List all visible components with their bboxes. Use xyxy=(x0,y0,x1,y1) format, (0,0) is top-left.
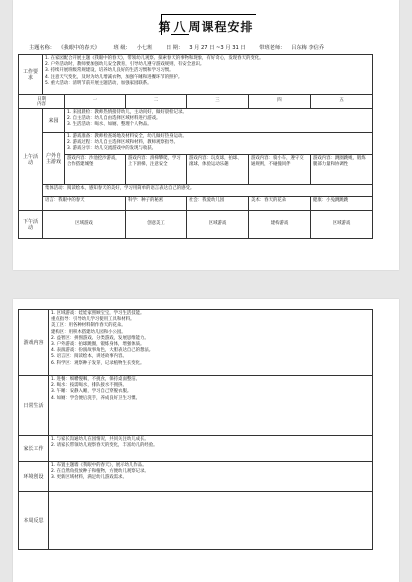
life-line: 1. 进餐：细嚼慢咽，不挑食，保持桌面整洁。 xyxy=(51,377,141,382)
goal-line: 4. 注意天气变化，及时为幼儿增减衣物，加强午睡和进餐环节的照护。 xyxy=(45,74,183,80)
activity-cell: 语言：我眼中的春天 xyxy=(43,197,126,211)
theme-label: 主题名称： xyxy=(29,45,55,51)
activity-cell: 健康：小兔跳跳跳 xyxy=(311,197,373,211)
pm-cell: 建构游戏 xyxy=(249,211,311,239)
day-header: 一 xyxy=(65,95,126,109)
morning-cell xyxy=(65,109,373,133)
title-suffix: 周课程安排 xyxy=(188,20,254,34)
goal-line: 1. 在家园配合开展主题《我眼中的春天》，带领幼儿观察、探索春天的事物和现象，有好奇心，发现春天的变化。 xyxy=(45,56,264,61)
teacher-value: 吕东梅 李信乔 xyxy=(291,45,325,51)
play-line: 建构区：用积木搭建幼儿园和小公园。 xyxy=(51,329,126,335)
outdoor-intro-cell xyxy=(65,133,373,155)
play-line: 1. 区域游戏：娃娃家照顾宝宝，学习生活技能。 xyxy=(51,311,145,316)
family-line: 1. 与家长沟通幼儿在园情况，共同关注幼儿成长。 xyxy=(51,437,149,442)
outdoor-day-cell: 游戏内容：玩皮球，拍球、滚球，体验运动乐趣 xyxy=(187,155,249,185)
day-header: 五 xyxy=(311,95,373,109)
outdoor-label: 户外自主游戏 xyxy=(43,133,65,185)
activity-cell: 美术：春天的花朵 xyxy=(249,197,311,211)
class-value: 小七班 xyxy=(136,45,153,51)
outdoor-line: 1. 游戏准备：教师检查场地及材料安全，幼儿做好热身运动。 xyxy=(67,134,187,139)
play-line: 5. 语言区：阅读绘本，讲述故事内容。 xyxy=(51,354,127,360)
outdoor-line: 3. 游戏分享：幼儿交流游戏中的发现与收获。 xyxy=(67,146,157,152)
pm-cell: 区域游戏 xyxy=(43,211,126,239)
life-line: 2. 喝水：按需喝水，排队接水不拥挤。 xyxy=(51,383,127,389)
pm-label: 下午活动 xyxy=(19,211,43,239)
play-line: 重点指导：引导幼儿学习使用工具和材料。 xyxy=(51,317,135,323)
play-line: 6. 科学区：观察种子发芽，记录植物生长变化。 xyxy=(51,360,145,366)
morning-line: 3. 生活活动：喝水、如厕、整理个人物品。 xyxy=(67,122,152,128)
play-cell xyxy=(49,310,373,376)
play-label: 游戏内容 xyxy=(19,310,49,376)
life-line: 4. 如厕：学会便后洗手，养成良好卫生习惯。 xyxy=(51,395,141,401)
page-title xyxy=(13,18,399,35)
outdoor-line: 2. 游戏过程：幼儿自主选择区域和材料，教师观察指导。 xyxy=(67,140,178,146)
goal-line: 3. 持续开展班级常规建设，培养幼儿良好的生活习惯和学习习惯。 xyxy=(45,68,174,74)
play-line: 美工区：用各种材料制作春天的花朵。 xyxy=(51,323,126,329)
family-label: 家长工作 xyxy=(19,436,49,462)
pm-cell: 区域游戏 xyxy=(311,211,373,239)
morning-line: 2. 自主活动：幼儿自由选择区域材料进行游戏。 xyxy=(67,116,161,122)
env-cell xyxy=(49,462,373,492)
week-number: 八 xyxy=(173,20,187,34)
theme-value: 《我眼中的春天》 xyxy=(60,45,100,51)
family-cell xyxy=(49,436,373,462)
reflection-label: 本周反思 xyxy=(19,492,49,550)
schedule-table-page1 xyxy=(18,54,373,239)
pm-cell: 区域游戏 xyxy=(187,211,249,239)
reflection-cell[interactable] xyxy=(49,492,373,550)
env-label: 环境创设 xyxy=(19,462,49,492)
title-prefix: 第 xyxy=(158,20,172,34)
activity-cell: 科学：种子的秘密 xyxy=(126,197,187,211)
morning-line: 1. 来园晨检：教师热情接待幼儿，主动问好，做好晨检记录。 xyxy=(67,110,187,115)
schedule-table-page2 xyxy=(18,309,373,550)
teacher-label: 带班老师： xyxy=(259,45,286,51)
family-line: 2. 请家长带领幼儿观察春天的变化，丰富幼儿的经验。 xyxy=(51,443,158,449)
day-header: 三 xyxy=(187,95,249,109)
schedule-meta xyxy=(29,44,399,51)
pm-cell: 创意美工 xyxy=(126,211,187,239)
day-header: 二 xyxy=(126,95,187,109)
env-line: 2. 在自然角投放种子和植物，方便幼儿观察记录。 xyxy=(51,469,149,475)
life-cell xyxy=(49,376,373,436)
play-line: 2. 益智区：拼图游戏、分类游戏，发展思维能力。 xyxy=(51,335,149,341)
day-header: 四 xyxy=(249,95,311,109)
outdoor-day-cell: 游戏内容：沙池挖沙游戏，合作搭建城堡 xyxy=(65,155,126,185)
outdoor-day-cell: 游戏内容：滑梯攀爬，学习上下滑梯，注意安全 xyxy=(126,155,187,185)
date-label: 日 期： xyxy=(165,45,184,51)
life-label: 日常生活 xyxy=(19,376,49,436)
date-value: 3 月 27 日 ~3 月 31 日 xyxy=(189,45,246,51)
env-line: 1. 布置主题墙《我眼中的春天》，展示幼儿作品。 xyxy=(51,463,147,468)
goal-line: 5. 重大活动：清明节前开展主题活动，加强家园联系。 xyxy=(45,80,152,86)
class-label: 班 级： xyxy=(113,45,131,51)
outdoor-day-cell: 游戏内容：跳圈跳绳，锻炼腿部力量和协调性 xyxy=(311,155,373,185)
play-line: 3. 户外游戏：拍球跳圈，锻炼身体，增强体质。 xyxy=(51,342,145,348)
life-line: 3. 午睡：安静入睡，学习自己穿脱衣服。 xyxy=(51,389,132,395)
goal-line: 2. 户外活动时，教师要加强幼儿安全教育，引导幼儿遵守游戏规则，有安全意识。 xyxy=(45,62,205,68)
play-line: 4. 表演游戏：扮演故事角色，大胆表达自己的想法。 xyxy=(51,348,154,354)
env-line: 3. 更新区域材料，满足幼儿游戏需求。 xyxy=(51,475,127,481)
outdoor-day-cell: 游戏内容：骑小车，遵守交通规则，不碰撞同伴 xyxy=(249,155,311,185)
morning-label: 来园 xyxy=(43,109,65,133)
activity-row: 集体活动：阅读绘本，感知春天的美好，学习用简单的语言表达自己的感受。 xyxy=(43,185,373,197)
goals-cell xyxy=(43,55,373,95)
goals-label: 工作要求 xyxy=(19,55,43,95)
am-label: 上午活动 xyxy=(19,109,43,211)
activity-cell: 社会：我爱幼儿园 xyxy=(187,197,249,211)
date-row-label: 日期 内容 xyxy=(19,95,65,109)
